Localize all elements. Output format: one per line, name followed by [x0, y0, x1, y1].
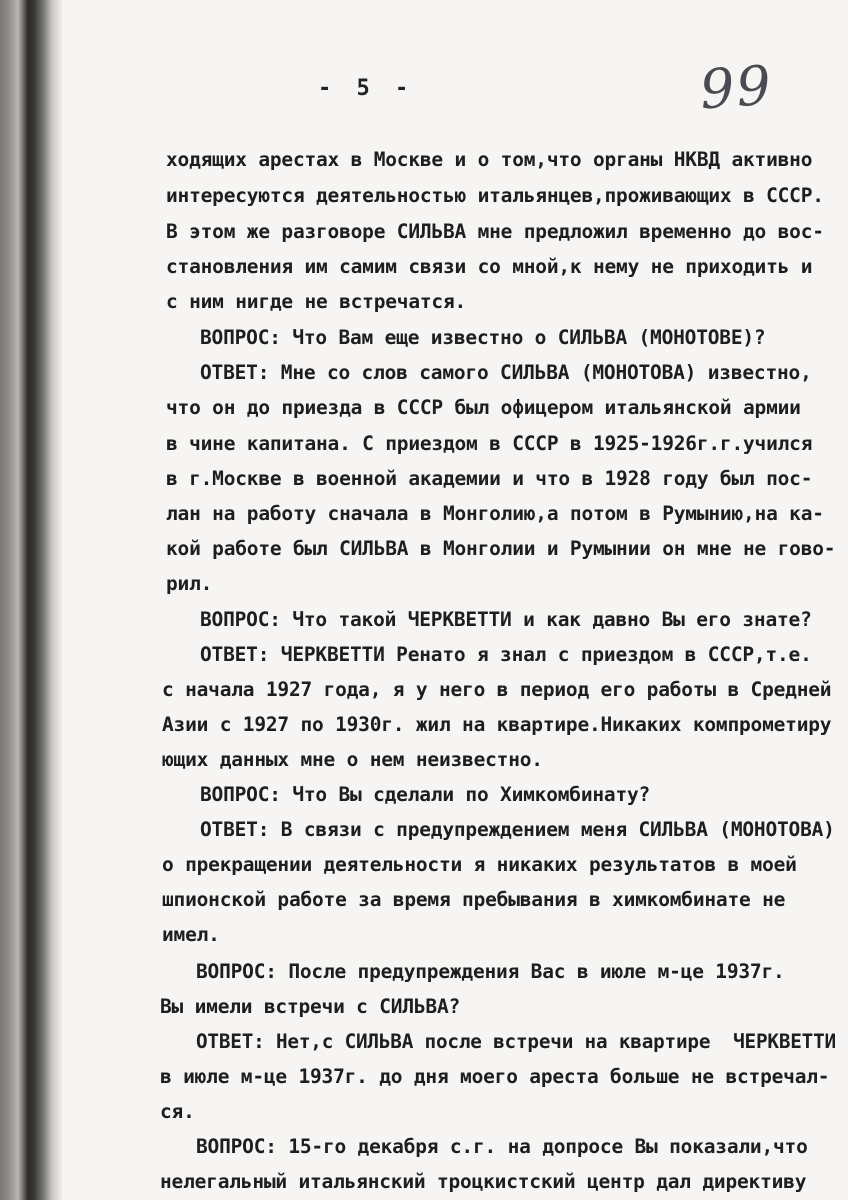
text-line: кой работе был СИЛЬВА в Монголии и Румынии он мне не гово-: [166, 537, 836, 560]
text-line: имел.: [162, 923, 220, 946]
text-line: в г.Москве в военной академии и что в 1928 году был пос-: [166, 467, 813, 490]
handwritten-archive-number: 99: [697, 53, 775, 122]
text-line: рил.: [166, 572, 213, 595]
text-line: ВОПРОС: Что такой ЧЕРКВЕТТИ и как давно Вы его знате?: [200, 608, 812, 631]
binding-shadow: [0, 0, 62, 1200]
text-line: ющих данных мне о нем неизвестно.: [162, 748, 543, 771]
text-line: ВОПРОС: 15-го декабря с.г. на допросе Вы показали,что: [196, 1135, 808, 1158]
text-line: интересуются деятельностью итальянцев,проживающих в СССР.: [166, 184, 824, 207]
text-line: становления им самим связи со мной,к нему не приходить и: [166, 255, 813, 278]
text-line: с начала 1927 года, я у него в период его работы в Средней: [162, 678, 832, 701]
text-line: ходящих арестах в Москве и о том,что органы НКВД активно: [166, 148, 813, 171]
text-line: нелегальный итальянский троцкистский центр дал директиву: [160, 1170, 807, 1193]
text-line: о прекращении деятельности я никаких результатов в моей: [162, 853, 797, 876]
text-line: ВОПРОС: Что Вам еще известно о СИЛЬВА (МОНОТОВЕ)?: [200, 326, 766, 349]
text-line: с ним нигде не встречатся.: [166, 290, 467, 313]
page-number: - 5 -: [318, 76, 415, 101]
text-line: ОТВЕТ: Мне со слов самого СИЛЬВА (МОНОТОВА) известно,: [200, 361, 812, 384]
text-line: шпионской работе за время пребывания в химкомбинате не: [162, 888, 786, 911]
text-line: лан на работу сначала в Монголию,а потом в Румынию,на ка-: [166, 502, 824, 525]
text-line: в чине капитана. С приездом в СССР в 1925-1926г.г.учился: [166, 432, 813, 455]
text-line: ОТВЕТ: ЧЕРКВЕТТИ Ренато я знал с приездом в СССР,т.е.: [200, 643, 812, 666]
text-line: ся.: [160, 1100, 195, 1123]
text-line: в июле м-це 1937г. до дня моего ареста больше не встречал-: [160, 1065, 830, 1088]
text-line: В этом же разговоре СИЛЬВА мне предложил временно до вос-: [166, 220, 824, 243]
text-line: что он до приезда в СССР был офицером итальянской армии: [166, 396, 801, 419]
text-line: ОТВЕТ: В связи с предупреждением меня СИЛЬВА (МОНОТОВА): [200, 818, 835, 841]
text-line: ОТВЕТ: Нет,с СИЛЬВА после встречи на квартире ЧЕРКВЕТТИ: [196, 1030, 836, 1053]
text-line: Азии с 1927 по 1930г. жил на квартире.Никаких компрометиру: [162, 713, 832, 736]
text-line: ВОПРОС: После предупреждения Вас в июле м-це 1937г.: [196, 960, 785, 983]
text-line: ВОПРОС: Что Вы сделали по Химкомбинату?: [200, 783, 651, 806]
text-line: Вы имели встречи с СИЛЬВА?: [160, 995, 461, 1018]
